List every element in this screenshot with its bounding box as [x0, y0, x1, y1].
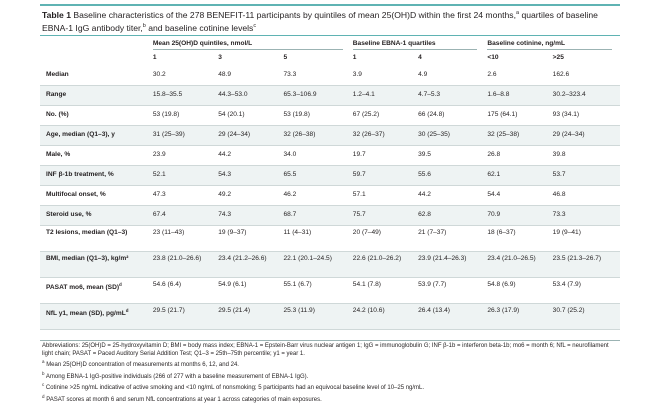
table-cell: 25.3 (11.9): [282, 304, 351, 330]
table-cell: 53.9 (7.7): [416, 278, 485, 304]
footer-rule: [40, 340, 620, 341]
row-label: Male, %: [40, 146, 151, 166]
table-row: [40, 146, 620, 166]
table-cell: 75.7: [351, 206, 416, 226]
row-label: Age, median (Q1–3), y: [40, 126, 151, 146]
table-cell: 1.2–4.1: [351, 86, 416, 106]
table-cell: 4.9: [416, 66, 485, 86]
table-cell: 54.3: [216, 166, 281, 186]
table-cell: 65.3–106.9: [282, 86, 351, 106]
subhead-cell: <10: [487, 54, 499, 61]
table-cell: 15.8–35.5: [151, 86, 216, 106]
caption-sup-a: a: [516, 10, 520, 16]
table-label: Table 1: [42, 9, 71, 20]
table-cell: 30.2: [151, 66, 216, 86]
table-cell: 52.1: [151, 166, 216, 186]
table-cell: 20 (7–49): [351, 226, 416, 252]
table-cell: 19 (9–37): [216, 226, 281, 252]
subhead-cell: >25: [552, 54, 564, 61]
table-cell: 19 (9–41): [551, 226, 620, 252]
table-row: [40, 278, 620, 304]
group-header-cotinine: Baseline cotinine, ng/mL: [485, 37, 620, 52]
table-cell: 3.9: [351, 66, 416, 86]
table-row: [40, 252, 620, 278]
table-cell: 67 (25.2): [351, 106, 416, 126]
table-cell: 23.4 (21.0–26.5): [485, 252, 550, 278]
table-row: [40, 86, 620, 106]
row-label: INF β-1b treatment, %: [40, 166, 151, 186]
table-cell: 47.3: [151, 186, 216, 206]
table-cell: 23.5 (21.3–26.7): [551, 252, 620, 278]
table-caption: [42, 8, 617, 34]
table-cell: 29 (24–34): [216, 126, 281, 146]
table-cell: 11 (4–31): [282, 226, 351, 252]
footnote-b: $^b$ Among EBNA-1 IgG-positive individuals (266 of 277 with a baseline measurement of EBNA-1 IgG).: [42, 370, 309, 380]
table-cell: 53.7: [551, 166, 620, 186]
table-row: [40, 166, 620, 186]
table-row: [40, 66, 620, 86]
table-cell: 55.6: [416, 166, 485, 186]
table-row: [40, 226, 620, 252]
table-cell: 1.6–8.8: [485, 86, 550, 106]
table-cell: 62.1: [485, 166, 550, 186]
row-label: Steroid use, %: [40, 206, 151, 226]
table-cell: 30 (25–35): [416, 126, 485, 146]
table-cell: 66 (24.8): [416, 106, 485, 126]
footnote-c: $^c$ Cotinine >25 ng/mL indicative of active smoking and <10 ng/mL of nonsmoking; 5 participants had an equivocal baseline level of 10–25 ng/mL.: [42, 382, 425, 392]
table-row: [40, 206, 620, 226]
footnote-d: $^d$ PASAT scores at month 6 and serum NfL concentrations at year 1 across categories of main exposures.: [42, 393, 322, 403]
table-cell: 22.1 (20.1–24.5): [282, 252, 351, 278]
table-cell: 32 (25–38): [485, 126, 550, 146]
table-cell: 39.8: [551, 146, 620, 166]
caption-text-a: Baseline characteristics of the 278 BENEFIT-11 participants by quintiles of mean 25(OH)D within the first 24 months,: [73, 9, 516, 20]
table-cell: 53 (19.8): [282, 106, 351, 126]
table-cell: 57.1: [351, 186, 416, 206]
table-cell: 93 (34.1): [551, 106, 620, 126]
table-cell: 4.7–5.3: [416, 86, 485, 106]
table-cell: 29.5 (21.7): [151, 304, 216, 330]
caption-text-c: and baseline cotinine levels: [145, 22, 254, 33]
table-cell: 44.2: [416, 186, 485, 206]
table-cell: 46.2: [282, 186, 351, 206]
table-cell: 54 (20.1): [216, 106, 281, 126]
subhead-cell: 5: [283, 54, 288, 61]
table-cell: 49.2: [216, 186, 281, 206]
table-cell: 44.3–53.0: [216, 86, 281, 106]
caption-sup-b: b: [142, 22, 146, 29]
table-row: [40, 106, 620, 126]
table-cell: 21 (7–37): [416, 226, 485, 252]
table-cell: 23 (11–43): [151, 226, 216, 252]
row-label: Range: [40, 86, 151, 106]
header-rule: [40, 35, 620, 36]
footnote-abbreviations: Abbreviations: 25(OH)D = 25-hydroxyvitamin D; BMI = body mass index; EBNA-1 = Epstein-Barr virus nuclear antigen 1; IgG = immunoglobulin G; INF β-1b = interferon beta-1b; mo6 = month 6; NfL = neurofilament light chain; PASAT = Paced Auditory Serial Addition Test; Q1–3 = 25th–75th percentile; y1 = year 1.: [42, 343, 609, 357]
row-label: Median: [40, 66, 151, 86]
footnote-a: $^a$ Mean 25(OH)D concentration of measurements at months 6, 12, and 24.: [42, 359, 239, 369]
table-cell: 26.4 (13.4): [416, 304, 485, 330]
table-row: [40, 186, 620, 206]
table-cell: 30.7 (25.2): [551, 304, 620, 330]
table-footnotes: [42, 343, 620, 405]
table-cell: 62.8: [416, 206, 485, 226]
table-cell: 26.8: [485, 146, 550, 166]
table-cell: 68.7: [282, 206, 351, 226]
table-cell: 73.3: [282, 66, 351, 86]
row-label: NfL y1, mean (SD), $pg/mL^d$: [40, 304, 151, 330]
table-cell: 175 (64.1): [485, 106, 550, 126]
table-cell: 23.8 (21.0–26.6): [151, 252, 216, 278]
baseline-characteristics-table: [40, 37, 620, 330]
caption-sup-c: c: [253, 22, 257, 29]
table-cell: 54.9 (6.1): [216, 278, 281, 304]
table-body: [40, 66, 620, 330]
table-cell: 74.3: [216, 206, 281, 226]
table-row: [40, 304, 620, 330]
table-cell: 19.7: [351, 146, 416, 166]
table-cell: 22.6 (21.0–26.2): [351, 252, 416, 278]
table-cell: 48.9: [216, 66, 281, 86]
group-header-25ohd: Mean 25(OH)D quintiles, nmol/L: [151, 37, 351, 52]
table-cell: 55.1 (6.7): [282, 278, 351, 304]
table-cell: 18 (6–37): [485, 226, 550, 252]
row-label: BMI, median (Q1–3), kg/m²: [40, 252, 151, 278]
table-cell: 23.9: [151, 146, 216, 166]
row-label: PASAT mo6, mean (SD)$^d$: [40, 278, 151, 304]
table-cell: 54.8 (6.9): [485, 278, 550, 304]
table-cell: 39.5: [416, 146, 485, 166]
table-cell: 67.4: [151, 206, 216, 226]
top-accent-rule: [40, 4, 620, 6]
subhead-cell: 1: [352, 54, 357, 61]
table-cell: 65.5: [282, 166, 351, 186]
table-cell: 54.6 (6.4): [151, 278, 216, 304]
table-cell: 23.9 (21.4–26.3): [416, 252, 485, 278]
subhead-cell: 3: [218, 54, 222, 61]
table-cell: 2.6: [485, 66, 550, 86]
table-cell: 24.2 (10.6): [351, 304, 416, 330]
table-cell: 53.4 (7.9): [551, 278, 620, 304]
table-cell: 30.2–323.4: [551, 86, 620, 106]
row-label: T2 lesions, median (Q1–3): [40, 226, 151, 252]
subhead-cell: 1: [152, 54, 157, 61]
table-cell: 53 (19.8): [151, 106, 216, 126]
table-cell: 73.3: [551, 206, 620, 226]
empty-corner: [40, 37, 151, 52]
subheader-row: [40, 52, 620, 66]
table-cell: 54.1 (7.8): [351, 278, 416, 304]
group-header-ebna: Baseline EBNA-1 quartiles: [351, 37, 486, 52]
table-row: [40, 126, 620, 146]
table-cell: 29 (24–34): [551, 126, 620, 146]
table-cell: 32 (26–38): [282, 126, 351, 146]
table-cell: 34.0: [282, 146, 351, 166]
table-cell: 162.6: [551, 66, 620, 86]
table-cell: 23.4 (21.2–26.6): [216, 252, 281, 278]
table-cell: 54.4: [485, 186, 550, 206]
table-cell: 44.2: [216, 146, 281, 166]
table-cell: 29.5 (21.4): [216, 304, 281, 330]
caption-text-b: quartiles of baseline EBNA-1 IgG antibody titer,: [42, 9, 598, 33]
row-label: No. (%): [40, 106, 151, 126]
table-cell: 46.8: [551, 186, 620, 206]
table-cell: 26.3 (17.9): [485, 304, 550, 330]
row-label: Multifocal onset, %: [40, 186, 151, 206]
table-cell: 31 (25–39): [151, 126, 216, 146]
table-cell: 70.9: [485, 206, 550, 226]
subhead-cell: 4: [418, 54, 422, 61]
group-header-row: [40, 37, 620, 52]
table-cell: 59.7: [351, 166, 416, 186]
table-cell: 32 (26–37): [351, 126, 416, 146]
